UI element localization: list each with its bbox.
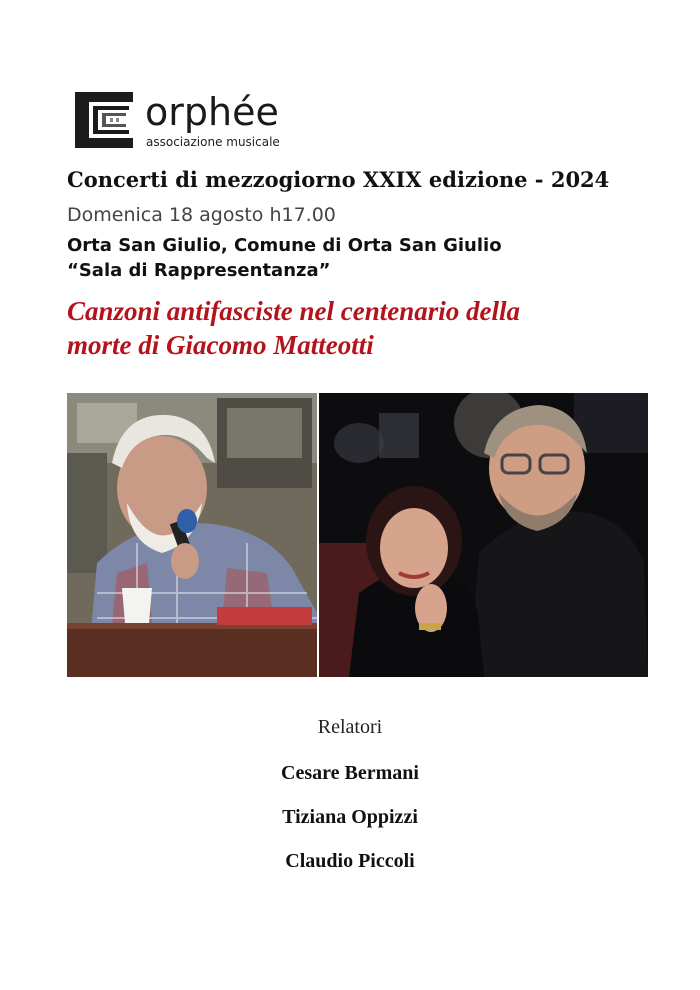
event-title [67,294,647,362]
orphee-logo-mark [75,88,137,152]
photo-speaker-microphone [67,393,317,677]
speaker-name: Tiziana Oppizzi [282,806,418,828]
concert-series-heading: Concerti di mezzogiorno XXIX edizione - 2024 [67,167,610,192]
event-room: “Sala di Rappresentanza” [67,260,331,281]
event-date: Domenica 18 agosto h17.00 [67,204,336,226]
speaker-photos [67,393,648,677]
event-title-line2: morte di Giacomo Matteotti [67,330,374,360]
photo-speakers-couple [319,393,648,677]
speaker-name: Cesare Bermani [281,762,419,784]
event-title-line1: Canzoni antifasciste nel centenario della [67,296,521,326]
speakers-label: Relatori [317,716,383,738]
orphee-logo [75,88,290,158]
logo-subtitle: associazione musicale [146,135,280,149]
event-venue: Orta San Giulio, Comune di Orta San Giulio [67,235,502,256]
logo-name: orphée [145,90,279,134]
speaker-name: Claudio Piccoli [285,850,415,872]
